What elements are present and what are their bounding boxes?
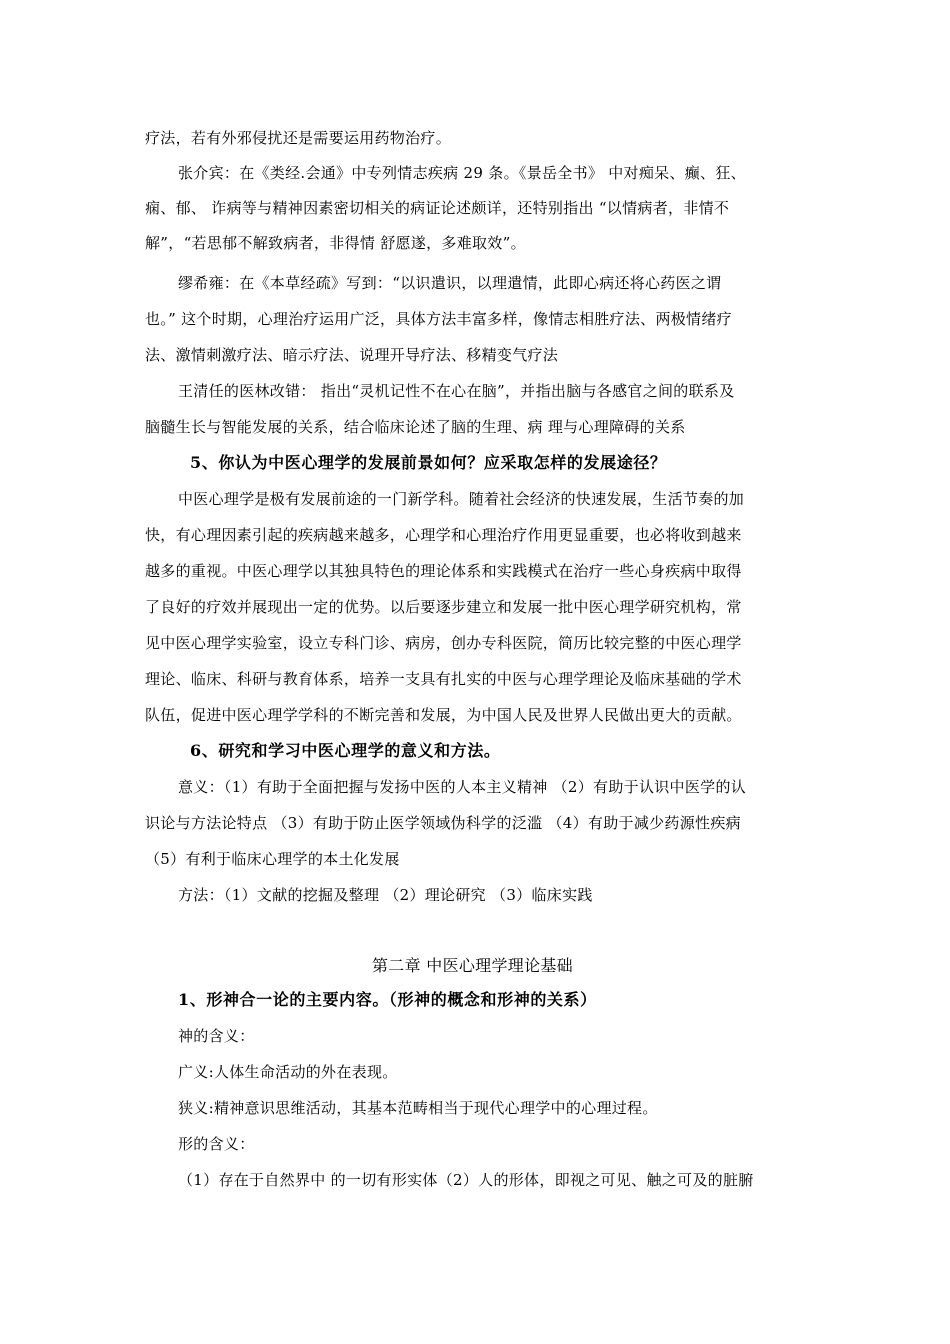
text-line: 解”，“若思郁不解致病者，非得情 舒愿遂，多难取效”。 xyxy=(145,234,526,252)
text-line: 快，有心理因素引起的疾病越来越多，心理学和心理治疗作用更显重要，也必将收到越来 xyxy=(145,526,742,544)
text-line: 也。” 这个时期，心理治疗运用广泛，具体方法丰富多样，像情志相胜疗法、两极情绪疗 xyxy=(145,310,732,328)
text-line: 队伍，促进中医心理学学科的不断完善和发展，为中国人民及世界人民做出更大的贡献。 xyxy=(145,706,742,724)
text-line: 狭义:精神意识思维活动，其基本范畴相当于现代心理学中的心理过程。 xyxy=(178,1099,658,1117)
text-line: 方法：（1）文献的挖掘及整理 （2）理论研究 （3）临床实践 xyxy=(178,886,593,904)
text-line: 脑髓生长与智能发展的关系，结合临床论述了脑的生理、病 理与心理障碍的关系 xyxy=(145,418,686,436)
text-line: 痫、郁、 诈病等与精神因素密切相关的病证论述颇详，还特别指出 “以情病者，非情不 xyxy=(145,199,730,217)
text-line: 理论、临床、科研与教育体系，培养一支具有扎实的中医与心理学理论及临床基础的学术 xyxy=(145,670,742,688)
text-line: 广义:人体生命活动的外在表现。 xyxy=(178,1063,398,1081)
section-heading: 1、形神合一论的主要内容。（形神的概念和形神的关系） xyxy=(178,990,597,1009)
text-line: 见中医心理学实验室，设立专科门诊、病房，创办专科医院，简历比较完整的中医心理学 xyxy=(145,634,742,652)
text-line: （5）有利于临床心理学的本土化发展 xyxy=(145,850,400,868)
chapter-title: 第二章 中医心理学理论基础 xyxy=(372,956,573,975)
text-line: 了良好的疗效并展现出一定的优势。以后要逐步建立和发展一批中医心理学研究机构，常 xyxy=(145,598,742,616)
text-line: 缪希雍：在《本草经疏》写到：“以识遣识，以理遣情，此即心病还将心药医之谓 xyxy=(178,274,722,292)
text-line: 疗法，若有外邪侵扰还是需要运用药物治疗。 xyxy=(145,129,452,147)
text-line: 法、激情刺激疗法、暗示疗法、说理开导疗法、移精变气疗法 xyxy=(145,346,559,364)
text-line: 王清任的医林改错： 指出“灵机记性不在心在脑”，并指出脑与各感官之间的联系及 xyxy=(178,382,735,400)
text-line: 意义：（1）有助于全面把握与发扬中医的人本主义精神 （2）有助于认识中医学的认 xyxy=(178,778,747,796)
text-line: 中医心理学是极有发展前途的一门新学科。随着社会经济的快速发展，生活节奏的加 xyxy=(178,490,745,508)
text-line: 识论与方法论特点 （3）有助于防止医学领域伪科学的泛滥 （4）有助于减少药源性疾病 xyxy=(145,814,741,832)
text-line: （1）存在于自然界中 的一切有形实体（2）人的形体，即视之可见、触之可及的脏腑 xyxy=(178,1171,754,1189)
text-line: 张介宾：在《类经.会通》中专列情志疾病 29 条。《景岳全书》 中对痴呆、癫、狂、 xyxy=(178,164,746,182)
section-heading: 6、研究和学习中医心理学的意义和方法。 xyxy=(190,741,501,760)
text-line: 形的含义： xyxy=(178,1135,255,1153)
section-heading: 5、你认为中医心理学的发展前景如何？应采取怎样的发展途径？ xyxy=(190,453,667,472)
text-line: 越多的重视。中医心理学以其独具特色的理论体系和实践模式在治疗一些心身疾病中取得 xyxy=(145,562,742,580)
text-line: 神的含义： xyxy=(178,1027,255,1045)
